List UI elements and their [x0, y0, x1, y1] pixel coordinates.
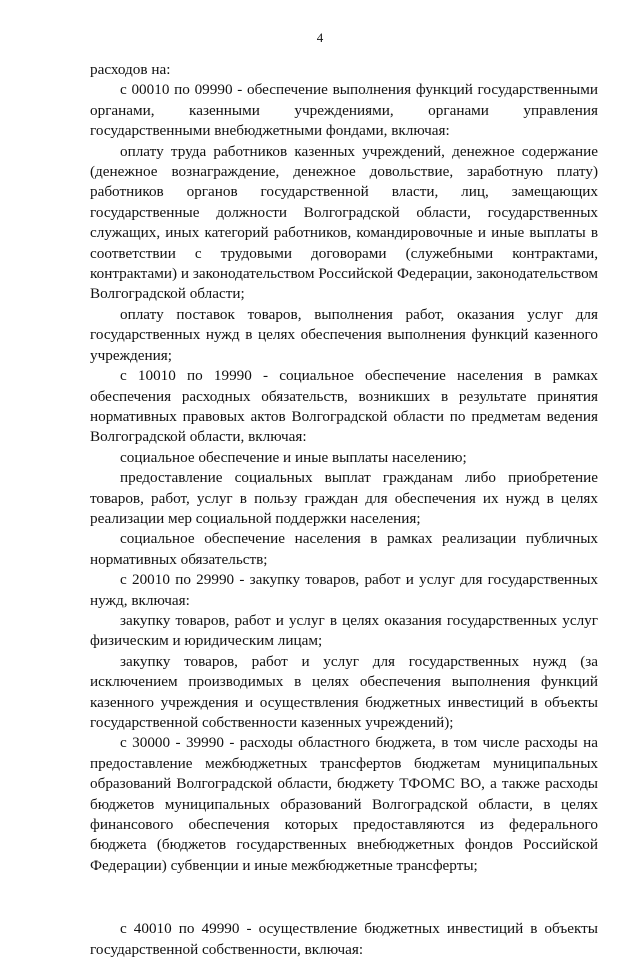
paragraph-public-obligations: социальное обеспечение населения в рамках реализации публичных нормативных обязательств;	[90, 530, 598, 568]
paragraph-state-needs-purchase: закупку товаров, работ и услуг для государственных нужд (за исключением производимых в целях обеспечения выполнения функций казенного учреждения и осуществления бюджетных инвестиций в объекты государственной собственности казенных учреждений);	[90, 652, 598, 731]
paragraph-intro: расходов на:	[90, 61, 171, 78]
paragraph-20010-29990: с 20010 по 29990 - закупку товаров, работ и услуг для государственных нужд, включая:	[90, 571, 598, 609]
paragraph-30000-39990: с 30000 - 39990 - расходы областного бюджета, в том числе расходы на предоставление межбюджетных трансфертов бюджетам муниципальных образований Волгоградской области, бюджету ТФОМС ВО, а также расходы бюджетов муниципальных образований Волгоградской области, в целях финансового обеспечения которых предоставляются из федерального бюджета (бюджетов государственных внебюджетных фондов Российской Федерации) субвенции и иные межбюджетные трансферты;	[90, 734, 598, 874]
paragraph-00010-09990: с 00010 по 09990 - обеспечение выполнения функций государственными органами, казенными учреждениями, органами управления государственными внебюджетными фондами, включая:	[90, 81, 598, 140]
paragraph-supply-payment: оплату поставок товаров, выполнения работ, оказания услуг для государственных нужд в целях обеспечения выполнения функций казенного учреждения;	[90, 305, 598, 364]
paragraph-10010-19990: с 10010 по 19990 - социальное обеспечение населения в рамках обеспечения расходных обязательств, возникших в результате принятия нормативных правовых актов Волгоградской области по предметам ведения Волгоградской области, включая:	[90, 367, 598, 446]
paragraph-public-services-purchase: закупку товаров, работ и услуг в целях оказания государственных услуг физическим и юридическим лицам;	[90, 611, 598, 650]
paragraph-40010-49990: с 40010 по 49990 - осуществление бюджетных инвестиций в объекты государственной собственности, включая:	[90, 920, 598, 958]
paragraph-social-benefits: предоставление социальных выплат гражданам либо приобретение товаров, работ, услуг в пользу граждан для обеспечения их нужд в целях реализации мер социальной поддержки населения;	[90, 469, 598, 527]
page-number: 4	[316, 30, 324, 45]
paragraph-labor-payment: оплату труда работников казенных учреждений, денежное содержание (денежное вознаграждение, денежное довольствие, заработную плату) работников органов государственной власти, лиц, замещающих государственные должности Волгоградской области, государственных служащих, иных категорий работников, командировочные и иные выплаты в соответствии с трудовыми договорами (служебными контрактами, контрактами) и законодательством Российской Федерации, законодательством Волгоградской области;	[90, 142, 598, 303]
document-body	[90, 60, 598, 960]
paragraph-social-payments: социальное обеспечение и иные выплаты населению;	[120, 448, 467, 466]
